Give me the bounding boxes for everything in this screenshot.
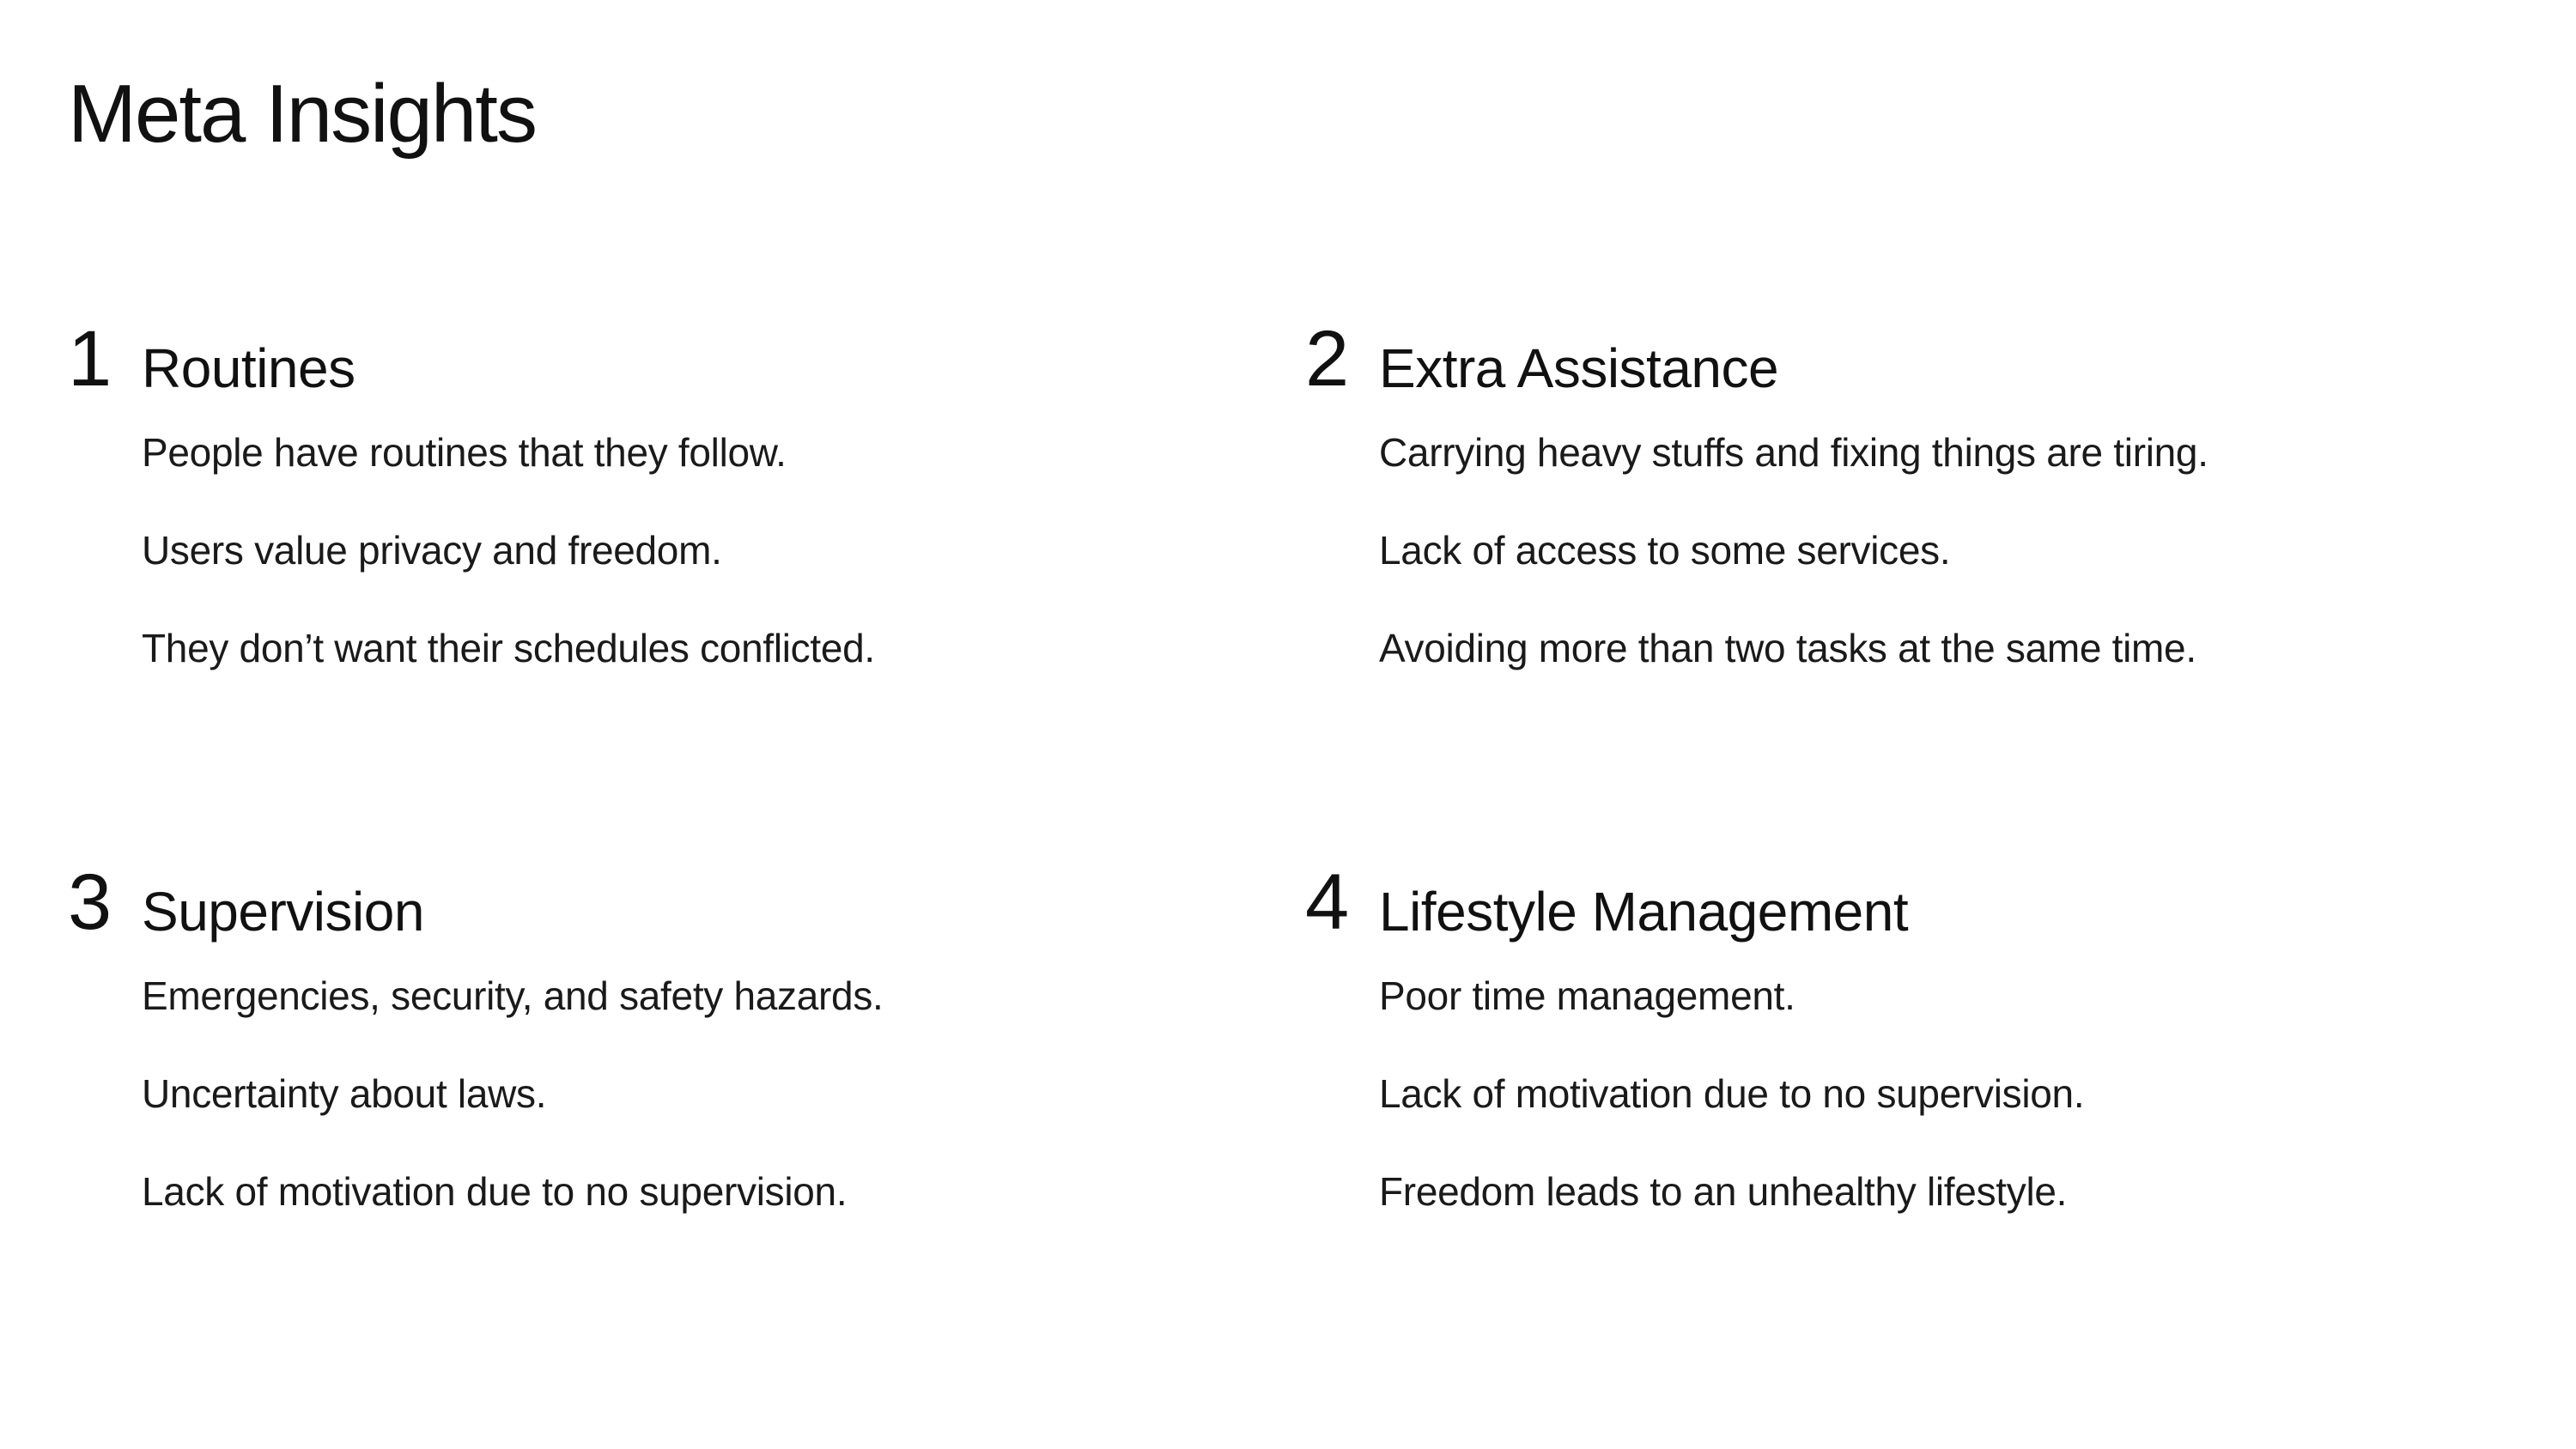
insight-number: 4 [1305,858,1350,946]
insight-header [68,858,1184,957]
insight-point: Lack of access to some services. [1379,528,1951,573]
insight-point: Freedom leads to an unhealthy lifestyle. [1379,1169,2068,1214]
insight-point: Carrying heavy stuffs and fixing things are tiring. [1379,430,2208,475]
insight-number: 2 [1305,315,1350,403]
insight-heading: Supervision [142,881,424,943]
insight-points [1305,429,2421,723]
insight-lifestyle-management [1305,858,2421,1266]
insight-point: Avoiding more than two tasks at the same time. [1379,626,2196,670]
insight-header [68,315,1184,414]
insight-extra-assistance [1305,315,2421,723]
insight-heading: Routines [142,337,355,399]
page-title: Meta Insights [68,68,536,160]
insight-number: 1 [68,315,112,403]
insight-point: Emergencies, security, and safety hazards. [142,973,884,1018]
insight-point: Lack of motivation due to no supervision. [142,1169,848,1214]
insight-point: They don’t want their schedules conflicted. [142,626,875,670]
insight-point: People have routines that they follow. [142,430,787,475]
insight-header [1305,858,2421,957]
insight-point: Uncertainty about laws. [142,1071,547,1116]
insight-points [68,973,1184,1266]
insight-points [68,429,1184,723]
insight-heading: Lifestyle Management [1379,881,1909,943]
insight-points [1305,973,2421,1266]
insight-point: Lack of motivation due to no supervision. [1379,1071,2085,1116]
insight-point: Poor time management. [1379,973,1795,1018]
insight-heading: Extra Assistance [1379,337,1779,399]
insight-number: 3 [68,858,112,946]
insight-routines [68,315,1184,723]
insight-point: Users value privacy and freedom. [142,528,722,573]
insight-supervision [68,858,1184,1266]
insight-header [1305,315,2421,414]
